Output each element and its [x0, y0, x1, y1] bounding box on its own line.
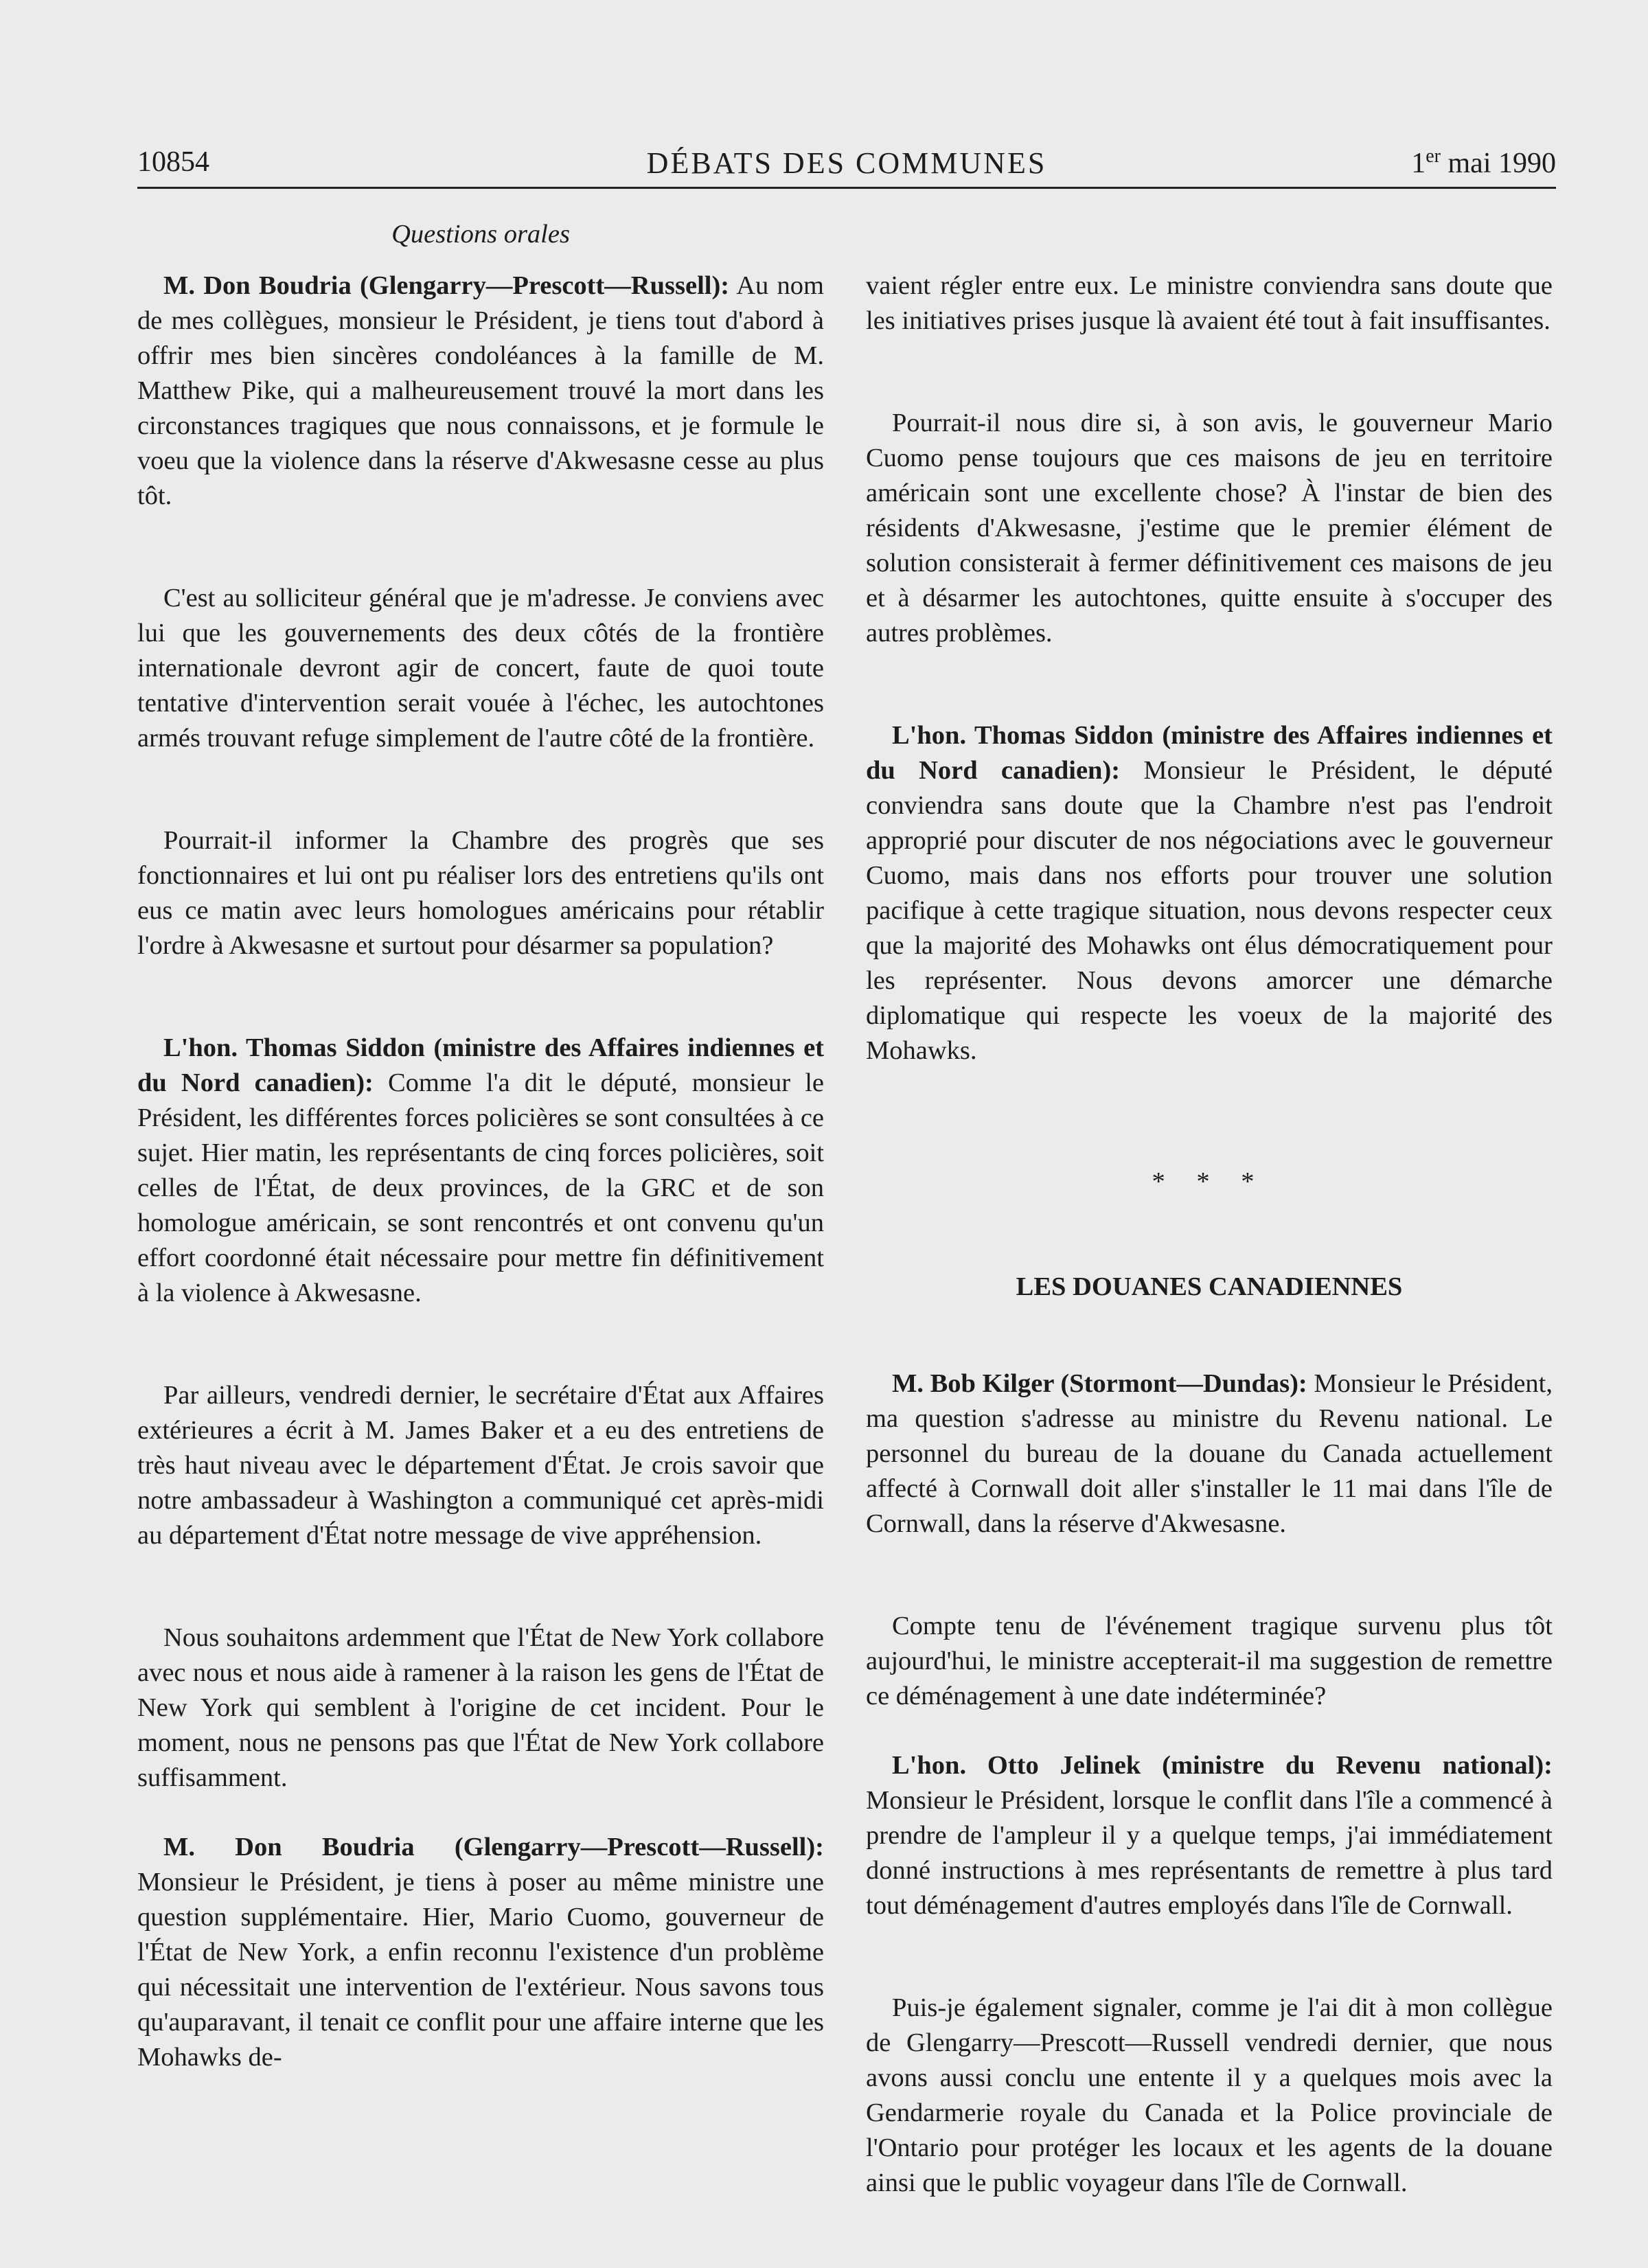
paragraph-text: Pourrait-il informer la Chambre des progrès que ses fonctionnaires et lui ont pu réaliser lors des entretiens qu'ils ont eus ce matin avec leurs homologues américains pour rétablir l'ordre à Akwesasne et surtout pour désarmer sa population?: [137, 826, 824, 960]
paragraph: [137, 1378, 824, 1553]
paragraph: [866, 406, 1553, 651]
header-date: [1411, 146, 1556, 180]
paragraph: [137, 1830, 824, 2075]
speaker-name: M. Bob Kilger (Stormont—Dundas):: [892, 1369, 1307, 1398]
paragraph: [866, 1991, 1553, 2201]
paragraph: [866, 1609, 1553, 1714]
section-heading: Questions orales: [391, 220, 570, 249]
page-header: [137, 146, 1556, 189]
paragraph: [137, 268, 824, 514]
journal-title: DÉBATS DES COMMUNES: [646, 146, 1047, 180]
paragraph: [137, 1031, 824, 1311]
section-title: LES DOUANES CANADIENNES: [1016, 1272, 1403, 1301]
paragraph-text: Puis-je également signaler, comme je l'ai dit à mon collègue de Glengarry—Prescott—Russell vendredi dernier, que nous avons aussi conclu une entente il y a quelques mois avec la Gendarmerie royale du Canada et la Police provinciale de l'Ontario pour protéger les locaux et les agents de la douane ainsi que le public voyageur dans l'île de Cornwall.: [866, 1993, 1553, 2197]
right-column: [866, 268, 1553, 2268]
paragraph-text: Monsieur le Président, je tiens à poser au même ministre une question supplémentaire. Hier, Mario Cuomo, gouverneur de l'État de New York, a enfin reconnu l'existence d'un problème qui nécessitait une intervention de l'extérieur. Nous savons tous qu'auparavant, il tenait ce conflit pour une affaire interne que les Mohawks de-: [137, 1868, 824, 2072]
date-month-year: mai 1990: [1441, 148, 1556, 179]
paragraph-text: Monsieur le Président, lorsque le conflit dans l'île a commencé à prendre de l'ampleur il y a quelque temps, j'ai immédiatement donné instructions à mes représentants de remettre à plus tard tout déménagement d'autres employés dans l'île de Cornwall.: [866, 1786, 1553, 1920]
paragraph: [137, 581, 824, 756]
paragraph-text: Monsieur le Président, le député conviendra sans doute que la Chambre n'est pas l'endroit approprié pour discuter de nos négociations avec le gouverneur Cuomo, mais dans nos efforts pour trouver une solution pacifique à cette tragique situation, nous devons respecter ceux que la majorité des Mohawks ont élus démocratiquement pour les représenter. Nous devons amorcer une démarche diplomatique qui respecte les voeux de la majorité des Mohawks.: [866, 756, 1553, 1065]
paragraph-text: Compte tenu de l'événement tragique survenu plus tôt aujourd'hui, le ministre accepterait-il ma suggestion de remettre ce déménagement à une date indéterminée?: [866, 1612, 1553, 1710]
date-day: 1er: [1411, 146, 1441, 179]
paragraph-text: Pourrait-il nous dire si, à son avis, le gouverneur Mario Cuomo pense toujours que ces maisons de jeu en territoire américain sont une excellente chose? À l'instar de bien des résidents d'Akwesasne, j'estime que le premier élément de solution consisterait à fermer définitivement ces maisons de jeu et à désarmer les autochtones, quitte ensuite à s'occuper des autres problèmes.: [866, 409, 1553, 648]
section-separator: * * *: [1152, 1167, 1267, 1196]
paragraph: [137, 1620, 824, 1796]
paragraph-text: Comme l'a dit le député, monsieur le Président, les différentes forces policières se sont consultées à ce sujet. Hier matin, les représentants de cinq forces policières, soit celles de l'État, de deux provinces, de la GRC et de son homologue américain, se sont rencontrés et ont convenu qu'un effort coordonné était nécessaire pour mettre fin définitivement à la violence à Akwesasne.: [137, 1068, 824, 1307]
speaker-name: M. Don Boudria (Glengarry—Prescott—Russell):: [163, 1833, 824, 1862]
paragraph: [866, 1366, 1553, 1542]
paragraph-text: Nous souhaitons ardemment que l'État de New York collabore avec nous et nous aide à ramener à la raison les gens de l'État de New York qui semblent à l'origine de cet incident. Pour le moment, nous ne pensons pas que l'État de New York collabore suffisamment.: [137, 1623, 824, 1792]
paragraph: [137, 823, 824, 963]
paragraph-text: Par ailleurs, vendredi dernier, le secrétaire d'État aux Affaires extérieures a écrit à M. James Baker et a eu des entretiens de très haut niveau avec le département d'État. Je crois savoir que notre ambassadeur à Washington a communiqué cet après-midi au département d'État notre message de vive appréhension.: [137, 1381, 824, 1550]
page-number: 10854: [137, 146, 209, 178]
date-ordinal-suffix: er: [1426, 146, 1441, 167]
paragraph: [866, 1748, 1553, 1923]
paragraph-text: C'est au solliciteur général que je m'adresse. Je conviens avec lui que les gouvernements des deux côtés de la frontière internationale devront agir de concert, faute de quoi toute tentative d'intervention serait vouée à l'échec, les autochtones armés trouvant refuge simplement de l'autre côté de la frontière.: [137, 584, 824, 753]
paragraph-text: Monsieur le Président, ma question s'adresse au ministre du Revenu national. Le personnel du bureau de la douane du Canada actuellement affecté à Cornwall doit aller s'installer le 11 mai dans l'île de Cornwall, dans la réserve d'Akwesasne.: [866, 1369, 1553, 1538]
speaker-name: L'hon. Thomas Siddon (ministre des Affaires indiennes et du Nord canadien):: [866, 721, 1553, 785]
speaker-name: L'hon. Otto Jelinek (ministre du Revenu national):: [892, 1751, 1553, 1780]
paragraph: [866, 268, 1553, 339]
left-column: [137, 217, 824, 2142]
paragraph: [866, 718, 1553, 1068]
paragraph-text: Au nom de mes collègues, monsieur le Président, je tiens tout d'abord à offrir mes bien sincères condoléances à la famille de M. Matthew Pike, qui a malheureusement trouvé la mort dans les circonstances tragiques que nous connaissons, et je formule le voeu que la violence dans la réserve d'Akwesasne cesse au plus tôt.: [137, 271, 824, 510]
speaker-name: M. Don Boudria (Glengarry—Prescott—Russell):: [163, 271, 730, 300]
speaker-name: L'hon. Thomas Siddon (ministre des Affaires indiennes et du Nord canadien):: [137, 1033, 824, 1097]
paragraph-text: vaient régler entre eux. Le ministre conviendra sans doute que les initiatives prises jusque là avaient été tout à fait insuffisantes.: [866, 271, 1553, 335]
